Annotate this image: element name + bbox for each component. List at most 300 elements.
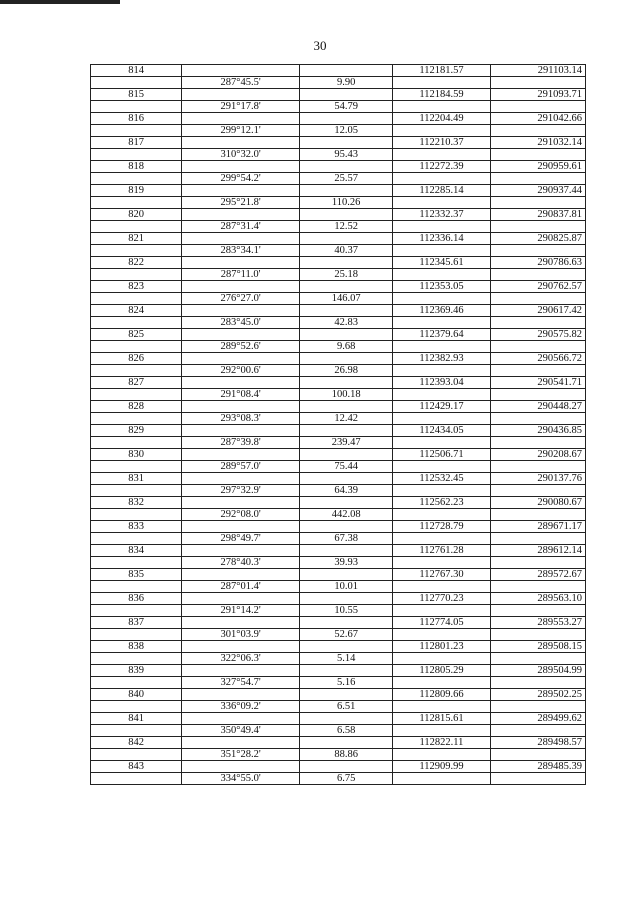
x-empty bbox=[393, 485, 490, 497]
x-empty bbox=[393, 389, 490, 401]
y-coordinate: 290208.67 bbox=[490, 449, 585, 461]
segment-row bbox=[91, 725, 586, 737]
point-id: 828 bbox=[91, 401, 182, 413]
y-coordinate: 291103.14 bbox=[490, 65, 585, 77]
x-empty bbox=[393, 629, 490, 641]
x-empty bbox=[393, 437, 490, 449]
id-empty bbox=[91, 197, 182, 209]
y-empty bbox=[490, 557, 585, 569]
segment-distance: 442.08 bbox=[300, 509, 393, 521]
y-empty bbox=[490, 221, 585, 233]
distance-empty bbox=[300, 401, 393, 413]
point-id: 817 bbox=[91, 137, 182, 149]
id-empty bbox=[91, 581, 182, 593]
segment-row bbox=[91, 749, 586, 761]
point-id: 836 bbox=[91, 593, 182, 605]
point-row bbox=[91, 593, 586, 605]
direction-angle: 291°08.4' bbox=[182, 389, 300, 401]
direction-angle: 295°21.8' bbox=[182, 197, 300, 209]
y-empty bbox=[490, 149, 585, 161]
id-empty bbox=[91, 773, 182, 785]
distance-empty bbox=[300, 521, 393, 533]
x-empty bbox=[393, 509, 490, 521]
angle-empty bbox=[182, 185, 300, 197]
point-id: 821 bbox=[91, 233, 182, 245]
direction-angle: 310°32.0' bbox=[182, 149, 300, 161]
point-id: 827 bbox=[91, 377, 182, 389]
y-empty bbox=[490, 269, 585, 281]
distance-empty bbox=[300, 713, 393, 725]
distance-empty bbox=[300, 593, 393, 605]
y-coordinate: 289612.14 bbox=[490, 545, 585, 557]
segment-row bbox=[91, 293, 586, 305]
point-id: 824 bbox=[91, 305, 182, 317]
id-empty bbox=[91, 173, 182, 185]
distance-empty bbox=[300, 209, 393, 221]
x-coordinate: 112382.93 bbox=[393, 353, 490, 365]
segment-row bbox=[91, 245, 586, 257]
point-id: 825 bbox=[91, 329, 182, 341]
segment-row bbox=[91, 677, 586, 689]
point-id: 839 bbox=[91, 665, 182, 677]
y-coordinate: 291093.71 bbox=[490, 89, 585, 101]
id-empty bbox=[91, 653, 182, 665]
x-coordinate: 112761.28 bbox=[393, 545, 490, 557]
id-empty bbox=[91, 245, 182, 257]
distance-empty bbox=[300, 641, 393, 653]
point-id: 835 bbox=[91, 569, 182, 581]
y-empty bbox=[490, 509, 585, 521]
angle-empty bbox=[182, 761, 300, 773]
y-empty bbox=[490, 461, 585, 473]
point-id: 815 bbox=[91, 89, 182, 101]
x-empty bbox=[393, 605, 490, 617]
y-empty bbox=[490, 341, 585, 353]
x-coordinate: 112210.37 bbox=[393, 137, 490, 149]
segment-row bbox=[91, 653, 586, 665]
angle-empty bbox=[182, 425, 300, 437]
x-coordinate: 112801.23 bbox=[393, 641, 490, 653]
y-coordinate: 290937.44 bbox=[490, 185, 585, 197]
y-coordinate: 289553.27 bbox=[490, 617, 585, 629]
point-row bbox=[91, 353, 586, 365]
y-coordinate: 290617.42 bbox=[490, 305, 585, 317]
y-coordinate: 290825.87 bbox=[490, 233, 585, 245]
direction-angle: 350°49.4' bbox=[182, 725, 300, 737]
point-row bbox=[91, 257, 586, 269]
x-coordinate: 112332.37 bbox=[393, 209, 490, 221]
angle-empty bbox=[182, 593, 300, 605]
angle-empty bbox=[182, 113, 300, 125]
id-empty bbox=[91, 725, 182, 737]
id-empty bbox=[91, 413, 182, 425]
angle-empty bbox=[182, 617, 300, 629]
y-empty bbox=[490, 725, 585, 737]
y-coordinate: 290436.85 bbox=[490, 425, 585, 437]
y-empty bbox=[490, 437, 585, 449]
point-row bbox=[91, 689, 586, 701]
point-id: 831 bbox=[91, 473, 182, 485]
y-empty bbox=[490, 701, 585, 713]
id-empty bbox=[91, 101, 182, 113]
y-empty bbox=[490, 389, 585, 401]
point-row bbox=[91, 665, 586, 677]
id-empty bbox=[91, 125, 182, 137]
segment-row bbox=[91, 317, 586, 329]
y-coordinate: 290137.76 bbox=[490, 473, 585, 485]
angle-empty bbox=[182, 737, 300, 749]
distance-empty bbox=[300, 377, 393, 389]
direction-angle: 291°14.2' bbox=[182, 605, 300, 617]
segment-distance: 25.57 bbox=[300, 173, 393, 185]
x-empty bbox=[393, 365, 490, 377]
x-empty bbox=[393, 581, 490, 593]
direction-angle: 289°52.6' bbox=[182, 341, 300, 353]
angle-empty bbox=[182, 257, 300, 269]
x-coordinate: 112506.71 bbox=[393, 449, 490, 461]
y-empty bbox=[490, 533, 585, 545]
x-coordinate: 112336.14 bbox=[393, 233, 490, 245]
y-empty bbox=[490, 293, 585, 305]
direction-angle: 278°40.3' bbox=[182, 557, 300, 569]
point-row bbox=[91, 65, 586, 77]
id-empty bbox=[91, 149, 182, 161]
point-row bbox=[91, 233, 586, 245]
point-row bbox=[91, 521, 586, 533]
x-empty bbox=[393, 269, 490, 281]
segment-distance: 6.51 bbox=[300, 701, 393, 713]
y-coordinate: 291032.14 bbox=[490, 137, 585, 149]
segment-row bbox=[91, 605, 586, 617]
x-empty bbox=[393, 245, 490, 257]
direction-angle: 293°08.3' bbox=[182, 413, 300, 425]
direction-angle: 301°03.9' bbox=[182, 629, 300, 641]
point-row bbox=[91, 473, 586, 485]
x-empty bbox=[393, 773, 490, 785]
y-coordinate: 289508.15 bbox=[490, 641, 585, 653]
direction-angle: 276°27.0' bbox=[182, 293, 300, 305]
direction-angle: 283°34.1' bbox=[182, 245, 300, 257]
point-id: 814 bbox=[91, 65, 182, 77]
angle-empty bbox=[182, 665, 300, 677]
angle-empty bbox=[182, 545, 300, 557]
angle-empty bbox=[182, 305, 300, 317]
x-empty bbox=[393, 221, 490, 233]
point-row bbox=[91, 713, 586, 725]
y-empty bbox=[490, 245, 585, 257]
id-empty bbox=[91, 389, 182, 401]
segment-row bbox=[91, 557, 586, 569]
distance-empty bbox=[300, 353, 393, 365]
point-row bbox=[91, 737, 586, 749]
distance-empty bbox=[300, 161, 393, 173]
id-empty bbox=[91, 533, 182, 545]
segment-distance: 67.38 bbox=[300, 533, 393, 545]
direction-angle: 327°54.7' bbox=[182, 677, 300, 689]
direction-angle: 291°17.8' bbox=[182, 101, 300, 113]
x-empty bbox=[393, 701, 490, 713]
angle-empty bbox=[182, 233, 300, 245]
point-id: 837 bbox=[91, 617, 182, 629]
point-row bbox=[91, 305, 586, 317]
direction-angle: 297°32.9' bbox=[182, 485, 300, 497]
direction-angle: 283°45.0' bbox=[182, 317, 300, 329]
id-empty bbox=[91, 293, 182, 305]
angle-empty bbox=[182, 281, 300, 293]
distance-empty bbox=[300, 65, 393, 77]
x-empty bbox=[393, 533, 490, 545]
id-empty bbox=[91, 221, 182, 233]
x-empty bbox=[393, 461, 490, 473]
distance-empty bbox=[300, 569, 393, 581]
distance-empty bbox=[300, 497, 393, 509]
segment-row bbox=[91, 173, 586, 185]
y-coordinate: 290566.72 bbox=[490, 353, 585, 365]
x-coordinate: 112345.61 bbox=[393, 257, 490, 269]
x-coordinate: 112184.59 bbox=[393, 89, 490, 101]
segment-row bbox=[91, 413, 586, 425]
y-empty bbox=[490, 629, 585, 641]
direction-angle: 336°09.2' bbox=[182, 701, 300, 713]
x-coordinate: 112728.79 bbox=[393, 521, 490, 533]
angle-empty bbox=[182, 713, 300, 725]
x-coordinate: 112767.30 bbox=[393, 569, 490, 581]
segment-distance: 75.44 bbox=[300, 461, 393, 473]
y-empty bbox=[490, 485, 585, 497]
x-coordinate: 112434.05 bbox=[393, 425, 490, 437]
angle-empty bbox=[182, 569, 300, 581]
segment-distance: 12.05 bbox=[300, 125, 393, 137]
point-id: 843 bbox=[91, 761, 182, 773]
segment-row bbox=[91, 101, 586, 113]
angle-empty bbox=[182, 449, 300, 461]
distance-empty bbox=[300, 185, 393, 197]
segment-distance: 6.75 bbox=[300, 773, 393, 785]
direction-angle: 299°12.1' bbox=[182, 125, 300, 137]
point-row bbox=[91, 449, 586, 461]
angle-empty bbox=[182, 473, 300, 485]
y-coordinate: 289498.57 bbox=[490, 737, 585, 749]
segment-row bbox=[91, 509, 586, 521]
direction-angle: 292°00.6' bbox=[182, 365, 300, 377]
direction-angle: 287°01.4' bbox=[182, 581, 300, 593]
point-row bbox=[91, 377, 586, 389]
x-empty bbox=[393, 101, 490, 113]
id-empty bbox=[91, 437, 182, 449]
direction-angle: 287°11.0' bbox=[182, 269, 300, 281]
y-coordinate: 290762.57 bbox=[490, 281, 585, 293]
x-empty bbox=[393, 173, 490, 185]
angle-empty bbox=[182, 641, 300, 653]
point-row bbox=[91, 89, 586, 101]
y-coordinate: 289502.25 bbox=[490, 689, 585, 701]
point-id: 838 bbox=[91, 641, 182, 653]
y-empty bbox=[490, 365, 585, 377]
x-coordinate: 112774.05 bbox=[393, 617, 490, 629]
id-empty bbox=[91, 485, 182, 497]
y-empty bbox=[490, 197, 585, 209]
segment-distance: 10.55 bbox=[300, 605, 393, 617]
point-id: 840 bbox=[91, 689, 182, 701]
segment-row bbox=[91, 341, 586, 353]
segment-distance: 110.26 bbox=[300, 197, 393, 209]
x-empty bbox=[393, 413, 490, 425]
x-coordinate: 112285.14 bbox=[393, 185, 490, 197]
point-row bbox=[91, 113, 586, 125]
y-coordinate: 290448.27 bbox=[490, 401, 585, 413]
y-coordinate: 290541.71 bbox=[490, 377, 585, 389]
id-empty bbox=[91, 341, 182, 353]
id-empty bbox=[91, 365, 182, 377]
x-coordinate: 112379.64 bbox=[393, 329, 490, 341]
x-coordinate: 112181.57 bbox=[393, 65, 490, 77]
x-empty bbox=[393, 77, 490, 89]
x-empty bbox=[393, 749, 490, 761]
x-coordinate: 112204.49 bbox=[393, 113, 490, 125]
y-empty bbox=[490, 749, 585, 761]
page-number: 30 bbox=[313, 38, 327, 53]
point-row bbox=[91, 185, 586, 197]
x-empty bbox=[393, 197, 490, 209]
distance-empty bbox=[300, 233, 393, 245]
segment-distance: 64.39 bbox=[300, 485, 393, 497]
angle-empty bbox=[182, 521, 300, 533]
coordinates-table bbox=[90, 64, 586, 785]
scan-edge-mark bbox=[0, 0, 120, 4]
point-id: 816 bbox=[91, 113, 182, 125]
y-coordinate: 290837.81 bbox=[490, 209, 585, 221]
x-empty bbox=[393, 317, 490, 329]
segment-distance: 40.37 bbox=[300, 245, 393, 257]
segment-row bbox=[91, 149, 586, 161]
segment-row bbox=[91, 197, 586, 209]
y-coordinate: 289572.67 bbox=[490, 569, 585, 581]
point-row bbox=[91, 137, 586, 149]
distance-empty bbox=[300, 89, 393, 101]
x-coordinate: 112809.66 bbox=[393, 689, 490, 701]
id-empty bbox=[91, 605, 182, 617]
direction-angle: 287°31.4' bbox=[182, 221, 300, 233]
y-coordinate: 291042.66 bbox=[490, 113, 585, 125]
y-coordinate: 289671.17 bbox=[490, 521, 585, 533]
point-row bbox=[91, 617, 586, 629]
segment-distance: 25.18 bbox=[300, 269, 393, 281]
segment-distance: 5.16 bbox=[300, 677, 393, 689]
direction-angle: 322°06.3' bbox=[182, 653, 300, 665]
point-row bbox=[91, 281, 586, 293]
x-coordinate: 112822.11 bbox=[393, 737, 490, 749]
y-empty bbox=[490, 653, 585, 665]
x-coordinate: 112805.29 bbox=[393, 665, 490, 677]
x-empty bbox=[393, 653, 490, 665]
segment-distance: 10.01 bbox=[300, 581, 393, 593]
y-empty bbox=[490, 581, 585, 593]
angle-empty bbox=[182, 161, 300, 173]
angle-empty bbox=[182, 329, 300, 341]
distance-empty bbox=[300, 545, 393, 557]
direction-angle: 289°57.0' bbox=[182, 461, 300, 473]
angle-empty bbox=[182, 377, 300, 389]
segment-distance: 54.79 bbox=[300, 101, 393, 113]
point-row bbox=[91, 761, 586, 773]
point-id: 829 bbox=[91, 425, 182, 437]
segment-distance: 12.42 bbox=[300, 413, 393, 425]
point-row bbox=[91, 401, 586, 413]
y-empty bbox=[490, 773, 585, 785]
direction-angle: 299°54.2' bbox=[182, 173, 300, 185]
y-empty bbox=[490, 125, 585, 137]
y-coordinate: 289563.10 bbox=[490, 593, 585, 605]
y-coordinate: 289499.62 bbox=[490, 713, 585, 725]
segment-distance: 146.07 bbox=[300, 293, 393, 305]
point-id: 834 bbox=[91, 545, 182, 557]
id-empty bbox=[91, 269, 182, 281]
y-empty bbox=[490, 317, 585, 329]
x-empty bbox=[393, 725, 490, 737]
x-empty bbox=[393, 557, 490, 569]
point-id: 819 bbox=[91, 185, 182, 197]
y-coordinate: 289504.99 bbox=[490, 665, 585, 677]
distance-empty bbox=[300, 113, 393, 125]
y-coordinate: 290080.67 bbox=[490, 497, 585, 509]
segment-distance: 5.14 bbox=[300, 653, 393, 665]
x-coordinate: 112353.05 bbox=[393, 281, 490, 293]
x-coordinate: 112272.39 bbox=[393, 161, 490, 173]
point-row bbox=[91, 425, 586, 437]
distance-empty bbox=[300, 689, 393, 701]
x-coordinate: 112393.04 bbox=[393, 377, 490, 389]
y-empty bbox=[490, 101, 585, 113]
segment-distance: 9.68 bbox=[300, 341, 393, 353]
segment-distance: 6.58 bbox=[300, 725, 393, 737]
angle-empty bbox=[182, 353, 300, 365]
id-empty bbox=[91, 749, 182, 761]
angle-empty bbox=[182, 497, 300, 509]
point-id: 818 bbox=[91, 161, 182, 173]
segment-row bbox=[91, 389, 586, 401]
point-row bbox=[91, 161, 586, 173]
segment-distance: 42.83 bbox=[300, 317, 393, 329]
segment-row bbox=[91, 269, 586, 281]
x-empty bbox=[393, 125, 490, 137]
id-empty bbox=[91, 461, 182, 473]
y-coordinate: 290575.82 bbox=[490, 329, 585, 341]
y-empty bbox=[490, 677, 585, 689]
distance-empty bbox=[300, 617, 393, 629]
segment-distance: 95.43 bbox=[300, 149, 393, 161]
id-empty bbox=[91, 701, 182, 713]
direction-angle: 351°28.2' bbox=[182, 749, 300, 761]
id-empty bbox=[91, 629, 182, 641]
distance-empty bbox=[300, 137, 393, 149]
segment-row bbox=[91, 125, 586, 137]
y-empty bbox=[490, 173, 585, 185]
x-empty bbox=[393, 341, 490, 353]
segment-row bbox=[91, 221, 586, 233]
distance-empty bbox=[300, 665, 393, 677]
distance-empty bbox=[300, 449, 393, 461]
point-id: 833 bbox=[91, 521, 182, 533]
x-coordinate: 112429.17 bbox=[393, 401, 490, 413]
x-coordinate: 112815.61 bbox=[393, 713, 490, 725]
angle-empty bbox=[182, 137, 300, 149]
x-empty bbox=[393, 149, 490, 161]
x-coordinate: 112562.23 bbox=[393, 497, 490, 509]
distance-empty bbox=[300, 473, 393, 485]
x-coordinate: 112909.99 bbox=[393, 761, 490, 773]
segment-row bbox=[91, 533, 586, 545]
segment-row bbox=[91, 773, 586, 785]
